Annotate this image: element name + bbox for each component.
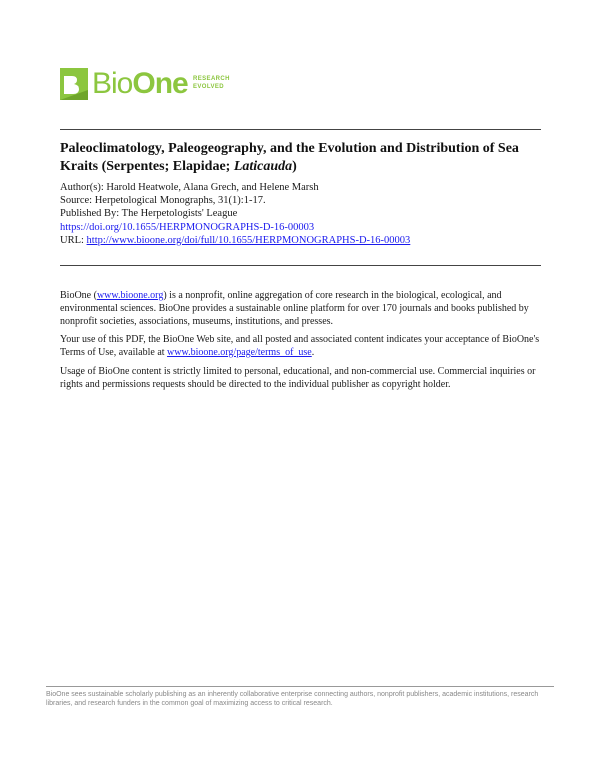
article-title-end: ) <box>292 159 297 174</box>
p2-start: Your use of this PDF, the BioOne Web site, and all posted and associated content indicates your acceptance of BioOne's Terms of Use, available at <box>60 334 540 358</box>
bioone-wordmark <box>92 66 188 102</box>
article-authors: Author(s): Harold Heatwole, Alana Grech, and Helene Marsh <box>60 182 319 193</box>
p2-end: . <box>311 346 315 358</box>
logo-tagline-line-1: RESEARCH <box>193 76 230 82</box>
wordmark-one: One <box>132 67 188 100</box>
logo-tagline-line-2: EVOLVED <box>193 84 225 90</box>
p1-end: ) is a nonprofit, online aggregation of core research in the biological, ecological, and environmental sciences. BioOne provides a sustainable online platform for over 170 journals and books published by nonprofit societies, associations, museums, institutions, and presses. <box>60 290 529 327</box>
terms-of-use-paragraph <box>60 334 546 360</box>
bioone-home-link[interactable]: www.bioone.org <box>96 290 164 301</box>
logo-tagline <box>193 75 230 91</box>
article-title-genus: Laticauda <box>233 159 293 174</box>
bioone-logo[interactable] <box>60 66 240 104</box>
p1-start: BioOne ( <box>60 290 97 301</box>
wordmark-bio: Bio <box>92 67 133 100</box>
usage-paragraph: Usage of BioOne content is strictly limited to personal, educational, and non-commercial use. Commercial inquiries or rights and permissions requests should be directed to the individual publisher as copyright holder. <box>60 366 536 390</box>
metadata-divider <box>60 265 541 266</box>
url-label: URL: <box>60 234 87 246</box>
bioone-description-paragraph <box>60 290 546 328</box>
doi-link[interactable]: https://doi.org/10.1655/HERPMONOGRAPHS-D-16-00003 <box>60 221 315 233</box>
article-publisher: Published By: The Herpetologists' League <box>60 208 238 220</box>
article-source: Source: Herpetological Monographs, 31(1):1-17. <box>60 195 266 207</box>
page-footer: BioOne sees sustainable scholarly publishing as an inherently collaborative enterprise connecting authors, nonprofit publishers, academic institutions, research libraries, and research funders in the common goal of maximizing access to critical research. <box>46 686 554 708</box>
article-url-link[interactable]: http://www.bioone.org/doi/full/10.1655/HERPMONOGRAPHS-D-16-00003 <box>86 234 411 246</box>
article-metadata <box>60 181 540 247</box>
bioone-logo-mark-icon <box>60 68 88 100</box>
terms-of-use-link[interactable]: www.bioone.org/page/terms_of_use <box>167 346 312 358</box>
article-title <box>60 140 530 176</box>
header-divider <box>60 129 541 130</box>
article-title-main: Paleoclimatology, Paleogeography, and the Evolution and Distribution of Sea Kraits (Serpentes; Elapidae; <box>60 141 519 174</box>
